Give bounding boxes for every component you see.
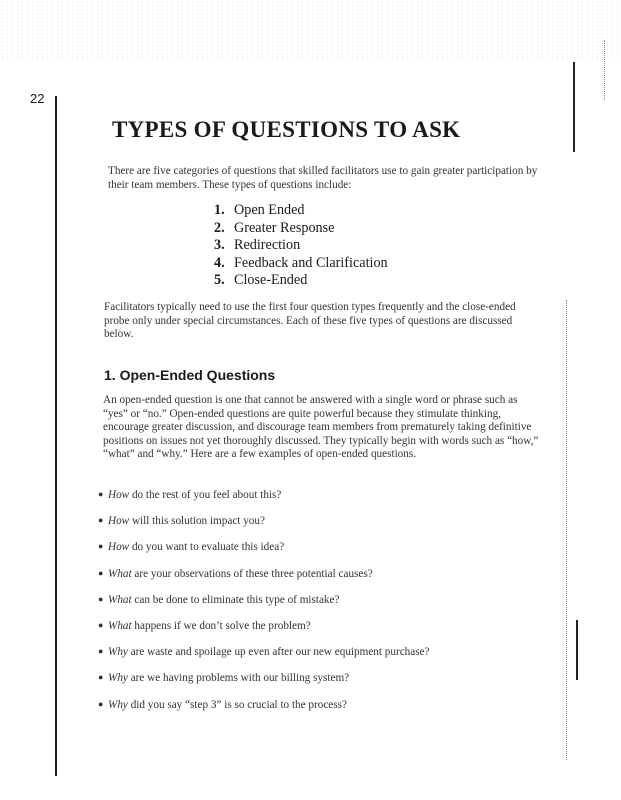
scan-noise [0,0,621,60]
list-item: 3. Redirection [214,237,301,253]
bullet-icon: ● [98,593,104,604]
list-item: ● How do you want to evaluate this idea? [98,541,285,554]
list-item: 2. Greater Response [214,219,335,236]
right-scan-dots-2 [604,40,606,100]
bullet-icon: ● [98,698,104,709]
question-categories-list [214,202,388,290]
bullet-icon: ● [98,619,104,630]
list-item: ● What are your observations of these three potential causes? [98,567,373,580]
left-binding-line [55,96,57,776]
right-edge-line [573,62,575,152]
usage-paragraph: Facilitators typically need to use the first four question types frequently and the close-ended probe only under special circumstances. Each of these five types of questions are discussed below. [104,301,516,341]
bullet-icon: ● [98,541,104,552]
page-number: 22 [30,91,45,106]
bullet-icon: ● [98,567,104,578]
list-item: ● How do the rest of you feel about this? [98,489,282,501]
bullet-icon: ● [98,515,104,526]
list-item: ● How will this solution impact you? [98,515,265,528]
list-item: 5. Close-Ended [214,272,308,288]
right-edge-line-lower [576,620,578,680]
open-ended-paragraph: An open-ended question is one that cannot be answered with a single word or phrase such as “yes” or “no.” Open-ended questions are quite powerful because they stimulate thinking, encourage greater discussion, and discourage team members from prematurely taking definitive positions on issues not yet thoroughly discussed. They typically begin with words such as “how,” “what” and “why.” Here are a few examples of open-ended questions. [103,394,539,461]
page-title: TYPES OF QUESTIONS TO ASK [112,117,461,142]
list-item: ● Why did you say “step 3” is so crucial to the process? [98,698,347,711]
bullet-icon: ● [98,672,104,683]
intro-paragraph: There are five categories of questions that skilled facilitators use to gain greater participation by their team members. These types of questions include: [108,165,538,191]
list-item: 4. Feedback and Clarification [214,254,388,271]
list-item: ● What can be done to eliminate this type of mistake? [98,593,340,606]
right-scan-dots [566,300,568,760]
list-item: 1. Open Ended [214,202,305,218]
bullet-icon: ● [98,646,104,657]
list-item: ● What happens if we don’t solve the problem? [98,619,311,632]
list-item: ● Why are we having problems with our billing system? [98,672,350,685]
example-questions-list [98,489,548,725]
list-item: ● Why are waste and spoilage up even after our new equipment purchase? [98,646,430,659]
section-heading-open-ended: 1. Open-Ended Questions [104,367,276,383]
bullet-icon: ● [98,489,104,499]
